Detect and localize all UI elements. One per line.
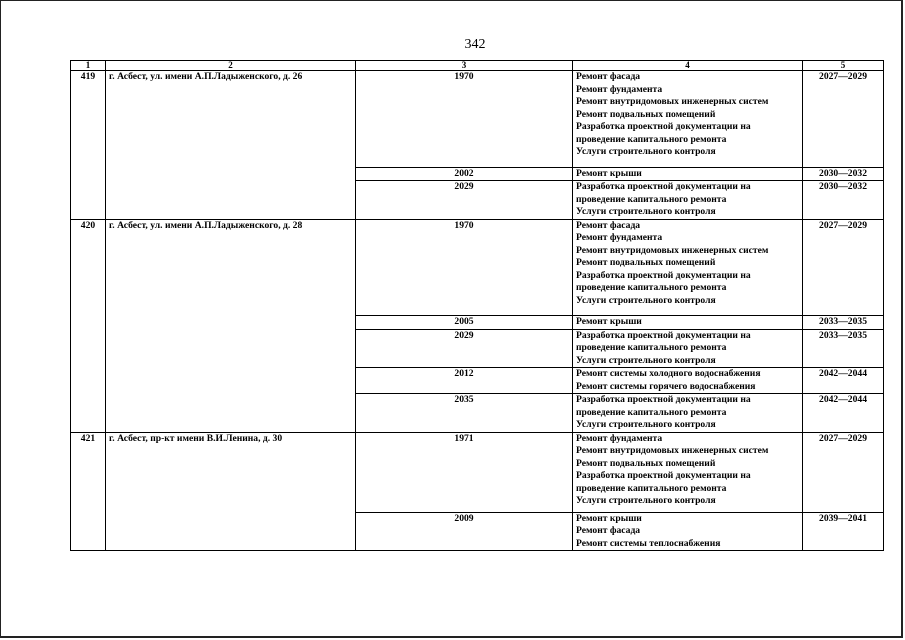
- work-item: Услуги строительного контроля: [576, 294, 716, 306]
- work-item: Ремонт внутридомовых инженерных систем: [576, 244, 769, 256]
- cell-spacer: [576, 159, 799, 167]
- cell-spacer: [576, 307, 799, 315]
- work-item: Разработка проектной документации на: [576, 181, 751, 192]
- work-item: Ремонт фасада: [576, 525, 641, 536]
- work-item: Ремонт фундамента: [576, 432, 663, 444]
- year-cell: 1970: [356, 219, 573, 316]
- building-address: г. Асбест, ул. имени А.П.Ладыженского, д. 26: [106, 71, 356, 220]
- work-item: Ремонт внутридомовых инженерных систем: [576, 96, 769, 107]
- period-cell: 2027—2029: [803, 71, 884, 168]
- record-number: 420: [71, 219, 106, 432]
- works-cell: [573, 512, 803, 551]
- work-item: Ремонт системы горячего водоснабжения: [576, 380, 756, 392]
- year-cell: 1971: [356, 432, 573, 512]
- work-item: Ремонт крыши: [576, 512, 642, 524]
- work-item: Ремонт системы теплоснабжения: [576, 537, 721, 549]
- column-header: 2: [106, 61, 356, 71]
- work-item: Услуги строительного контроля: [576, 495, 716, 506]
- work-item: Ремонт фасада: [576, 219, 641, 231]
- year-cell: 2029: [356, 329, 573, 368]
- table-row: [71, 219, 884, 316]
- work-item: проведение капитального ремонта: [576, 133, 727, 145]
- work-item: Разработка проектной документации на: [576, 394, 751, 405]
- work-item: Услуги строительного контроля: [576, 354, 716, 366]
- work-item: Услуги строительного контроля: [576, 146, 716, 157]
- work-item: Разработка проектной документации на: [576, 269, 751, 281]
- year-cell: 2035: [356, 394, 573, 433]
- work-item: проведение капитального ремонта: [576, 342, 727, 353]
- period-cell: 2042—2044: [803, 368, 884, 394]
- work-item: Ремонт крыши: [576, 316, 642, 327]
- works-cell: [573, 329, 803, 368]
- works-cell: [573, 316, 803, 330]
- period-cell: 2030—2032: [803, 181, 884, 220]
- table-body: [71, 71, 884, 551]
- works-cell: [573, 368, 803, 394]
- year-cell: 2002: [356, 167, 573, 181]
- work-item: Ремонт внутридомовых инженерных систем: [576, 445, 769, 456]
- work-item: Разработка проектной документации на: [576, 121, 751, 132]
- period-cell: 2027—2029: [803, 432, 884, 512]
- work-item: проведение капитального ремонта: [576, 482, 727, 494]
- year-cell: 2009: [356, 512, 573, 551]
- works-cell: [573, 394, 803, 433]
- year-cell: 2012: [356, 368, 573, 394]
- table-row: [71, 71, 884, 168]
- year-cell: 1970: [356, 71, 573, 168]
- period-cell: 2033—2035: [803, 316, 884, 330]
- work-item: Разработка проектной документации на: [576, 329, 751, 341]
- work-item: проведение капитального ремонта: [576, 406, 727, 418]
- works-cell: [573, 432, 803, 512]
- work-item: Ремонт системы холодного водоснабжения: [576, 368, 761, 379]
- column-header: 1: [71, 61, 106, 71]
- repair-schedule-table: [70, 60, 884, 551]
- work-item: Ремонт фасада: [576, 71, 641, 82]
- column-header: 5: [803, 61, 884, 71]
- cell-spacer: [576, 508, 799, 512]
- work-item: Услуги строительного контроля: [576, 419, 716, 430]
- period-cell: 2039—2041: [803, 512, 884, 551]
- work-item: Ремонт подвальных помещений: [576, 457, 716, 469]
- work-item: Ремонт подвальных помещений: [576, 108, 716, 120]
- year-cell: 2005: [356, 316, 573, 330]
- table-row: [71, 432, 884, 512]
- work-item: Ремонт подвальных помещений: [576, 257, 716, 268]
- work-item: проведение капитального ремонта: [576, 282, 727, 293]
- column-header: 4: [573, 61, 803, 71]
- works-cell: [573, 71, 803, 168]
- year-cell: 2029: [356, 181, 573, 220]
- work-item: Ремонт фундамента: [576, 83, 663, 95]
- work-item: Ремонт крыши: [576, 167, 642, 179]
- page-number: 342: [464, 37, 486, 52]
- record-number: 419: [71, 71, 106, 220]
- building-address: г. Асбест, ул. имени А.П.Ладыженского, д. 28: [106, 219, 356, 432]
- period-cell: 2027—2029: [803, 219, 884, 316]
- header-row: [71, 61, 884, 71]
- record-number: 421: [71, 432, 106, 551]
- period-cell: 2042—2044: [803, 394, 884, 433]
- works-cell: [573, 167, 803, 181]
- works-cell: [573, 181, 803, 220]
- works-cell: [573, 219, 803, 316]
- building-address: г. Асбест, пр-кт имени В.И.Ленина, д. 30: [106, 432, 356, 551]
- work-item: Услуги строительного контроля: [576, 206, 716, 217]
- work-item: Ремонт фундамента: [576, 232, 663, 243]
- column-header: 3: [356, 61, 573, 71]
- period-cell: 2030—2032: [803, 167, 884, 181]
- period-cell: 2033—2035: [803, 329, 884, 368]
- work-item: проведение капитального ремонта: [576, 193, 727, 205]
- work-item: Разработка проектной документации на: [576, 470, 751, 481]
